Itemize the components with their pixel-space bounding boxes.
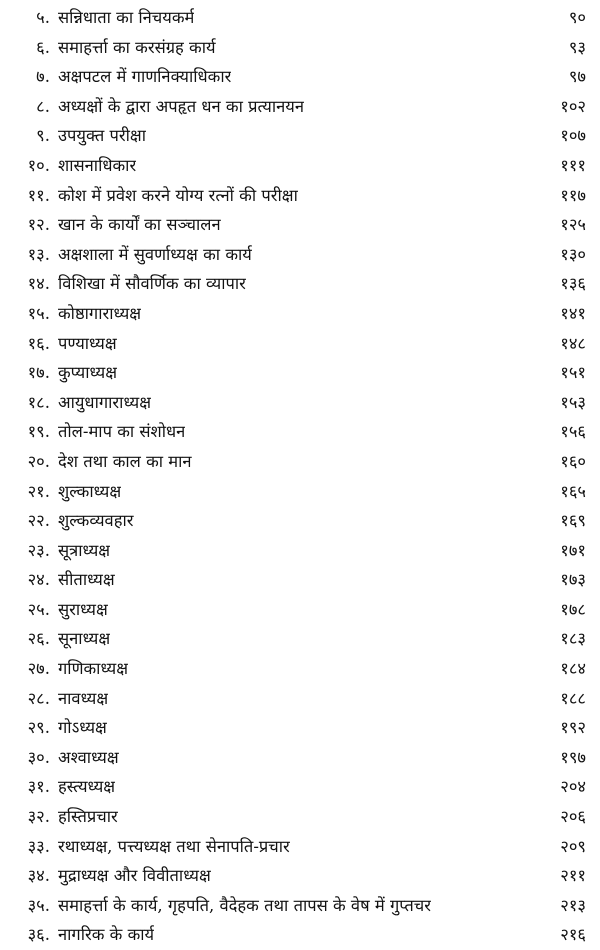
entry-page-number: २१३ [560, 895, 586, 915]
entry-page-number: १५६ [560, 422, 586, 442]
entry-page-number: १११ [560, 155, 586, 175]
entry-number: ३०. [27, 747, 50, 767]
toc-entry [0, 595, 600, 625]
entry-page-number: १६५ [560, 481, 586, 501]
toc-entry [0, 891, 600, 921]
toc-entry [0, 92, 600, 122]
toc-entry [0, 33, 600, 63]
entry-number: २९. [27, 718, 50, 738]
entry-page-number: १९७ [560, 747, 586, 767]
entry-title: सीताध्यक्ष [58, 570, 115, 590]
entry-number: ८. [36, 96, 50, 116]
entry-title: हस्तिप्रचार [58, 807, 118, 827]
entry-number: ३६. [27, 925, 50, 945]
entry-title: शुल्कव्यवहार [58, 511, 134, 531]
entry-number: ३३. [27, 836, 50, 856]
entry-page-number: २०९ [560, 836, 586, 856]
entry-number: ३४. [27, 866, 50, 886]
entry-page-number: १६० [560, 451, 586, 471]
entry-title: गोऽध्यक्ष [58, 718, 107, 738]
toc-entry [0, 624, 600, 654]
entry-title: सूनाध्यक्ष [58, 629, 111, 649]
entry-page-number: १२५ [560, 215, 586, 235]
entry-title: खान के कार्यों का सञ्चालन [58, 215, 221, 235]
entry-page-number: १६९ [560, 511, 586, 531]
entry-title: कुप्याध्यक्ष [58, 363, 118, 383]
entry-title: समाहर्त्ता का करसंग्रह कार्य [58, 37, 216, 57]
entry-title: हस्त्यध्यक्ष [58, 777, 116, 797]
entry-title: शासनाधिकार [58, 155, 137, 175]
toc-entry [0, 151, 600, 181]
entry-number: २२. [27, 511, 50, 531]
entry-title: शुल्काध्यक्ष [58, 481, 122, 501]
entry-number: ३१. [27, 777, 50, 797]
toc-entry [0, 269, 600, 299]
toc-entry [0, 684, 600, 714]
entry-page-number: १५१ [560, 363, 586, 383]
entry-title: नावध्यक्ष [58, 688, 109, 708]
toc-entry [0, 447, 600, 477]
toc-entry [0, 861, 600, 891]
entry-number: ३५. [27, 895, 50, 915]
entry-title: मुद्राध्यक्ष और विवीताध्यक्ष [58, 866, 211, 886]
table-of-contents [0, 3, 600, 950]
entry-page-number: १४१ [560, 303, 586, 323]
entry-number: ९. [36, 126, 50, 146]
toc-entry [0, 654, 600, 684]
entry-page-number: ९० [568, 8, 586, 27]
toc-entry [0, 358, 600, 388]
entry-page-number: १३६ [560, 274, 586, 294]
entry-page-number: १८८ [560, 688, 586, 708]
entry-number: १०. [27, 155, 50, 175]
entry-page-number: ११७ [560, 185, 586, 205]
entry-page-number: २११ [560, 866, 586, 886]
toc-entry [0, 181, 600, 211]
entry-number: २५. [27, 599, 50, 619]
entry-number: ६. [36, 37, 50, 57]
entry-page-number: १३० [560, 244, 586, 264]
entry-page-number: १८३ [560, 629, 586, 649]
entry-number: ११. [27, 185, 50, 205]
toc-entry [0, 477, 600, 507]
toc-entry [0, 3, 600, 33]
entry-page-number: १४८ [560, 333, 586, 353]
toc-entry [0, 62, 600, 92]
entry-number: २६. [27, 629, 50, 649]
entry-page-number: २१६ [560, 925, 586, 945]
entry-number: २८. [27, 688, 50, 708]
entry-title: कोश में प्रवेश करने योग्य रत्नों की परीक्षा [58, 185, 298, 205]
entry-page-number: १८४ [560, 659, 586, 679]
toc-entry [0, 772, 600, 802]
entry-page-number: ९७ [568, 67, 586, 87]
entry-number: १७. [27, 363, 50, 383]
toc-entry [0, 299, 600, 329]
entry-title: आयुधागाराध्यक्ष [58, 392, 152, 412]
entry-title: तोल-माप का संशोधन [58, 422, 186, 442]
toc-entry [0, 417, 600, 447]
entry-number: १८. [27, 392, 50, 412]
toc-entry [0, 210, 600, 240]
entry-title: देश तथा काल का मान [58, 451, 192, 471]
entry-number: १२. [27, 215, 50, 235]
toc-entry [0, 506, 600, 536]
toc-entry [0, 713, 600, 743]
entry-number: २१. [27, 481, 50, 501]
entry-number: ७. [36, 67, 50, 87]
toc-entry [0, 329, 600, 359]
entry-title: सुराध्यक्ष [58, 599, 108, 619]
entry-title: उपयुक्त परीक्षा [58, 126, 146, 146]
toc-entry [0, 920, 600, 950]
entry-title: अध्यक्षों के द्वारा अपहृत धन का प्रत्यानयन [58, 96, 305, 116]
entry-title: अक्षपटल में गाणनिक्याधिकार [58, 67, 232, 87]
entry-page-number: २०४ [560, 777, 586, 797]
entry-title: रथाध्यक्ष, पत्त्यध्यक्ष तथा सेनापति-प्रचार [58, 836, 290, 856]
entry-title: गणिकाध्यक्ष [58, 659, 129, 679]
entry-number: २०. [27, 451, 50, 471]
entry-title: नागरिक के कार्य [58, 925, 155, 945]
toc-entry [0, 240, 600, 270]
entry-title: समाहर्त्ता के कार्य, गृहपति, वैदेहक तथा तापस के वेष में गुप्तचर [58, 895, 432, 915]
toc-entry [0, 388, 600, 418]
entry-page-number: १०७ [560, 126, 586, 146]
entry-title: सूत्राध्यक्ष [58, 540, 111, 560]
entry-number: १६. [27, 333, 50, 353]
entry-title: अक्षशाला में सुवर्णाध्यक्ष का कार्य [58, 244, 252, 264]
entry-number: १३. [27, 244, 50, 264]
entry-number: १९. [27, 422, 50, 442]
entry-number: १५. [27, 303, 50, 323]
entry-title: अश्वाध्यक्ष [58, 747, 119, 767]
entry-page-number: १७१ [560, 540, 586, 560]
entry-title: विशिखा में सौवर्णिक का व्यापार [58, 274, 246, 294]
toc-entry [0, 743, 600, 773]
entry-page-number: १७८ [560, 599, 586, 619]
entry-number: २७. [27, 659, 50, 679]
entry-page-number: २०६ [560, 807, 586, 827]
entry-title: सन्निधाता का निचयकर्म [58, 8, 195, 27]
entry-page-number: १५३ [560, 392, 586, 412]
entry-number: ३२. [27, 807, 50, 827]
entry-number: २३. [27, 540, 50, 560]
toc-entry [0, 802, 600, 832]
entry-number: २४. [27, 570, 50, 590]
entry-page-number: १९२ [560, 718, 586, 738]
entry-number: १४. [27, 274, 50, 294]
entry-title: पण्याध्यक्ष [58, 333, 117, 353]
toc-entry [0, 832, 600, 862]
entry-title: कोष्ठागाराध्यक्ष [58, 303, 142, 323]
toc-entry [0, 536, 600, 566]
toc-entry [0, 121, 600, 151]
entry-page-number: १७३ [560, 570, 586, 590]
entry-page-number: १०२ [560, 96, 586, 116]
entry-number: ५. [36, 8, 50, 27]
toc-entry [0, 565, 600, 595]
entry-page-number: ९३ [568, 37, 586, 57]
